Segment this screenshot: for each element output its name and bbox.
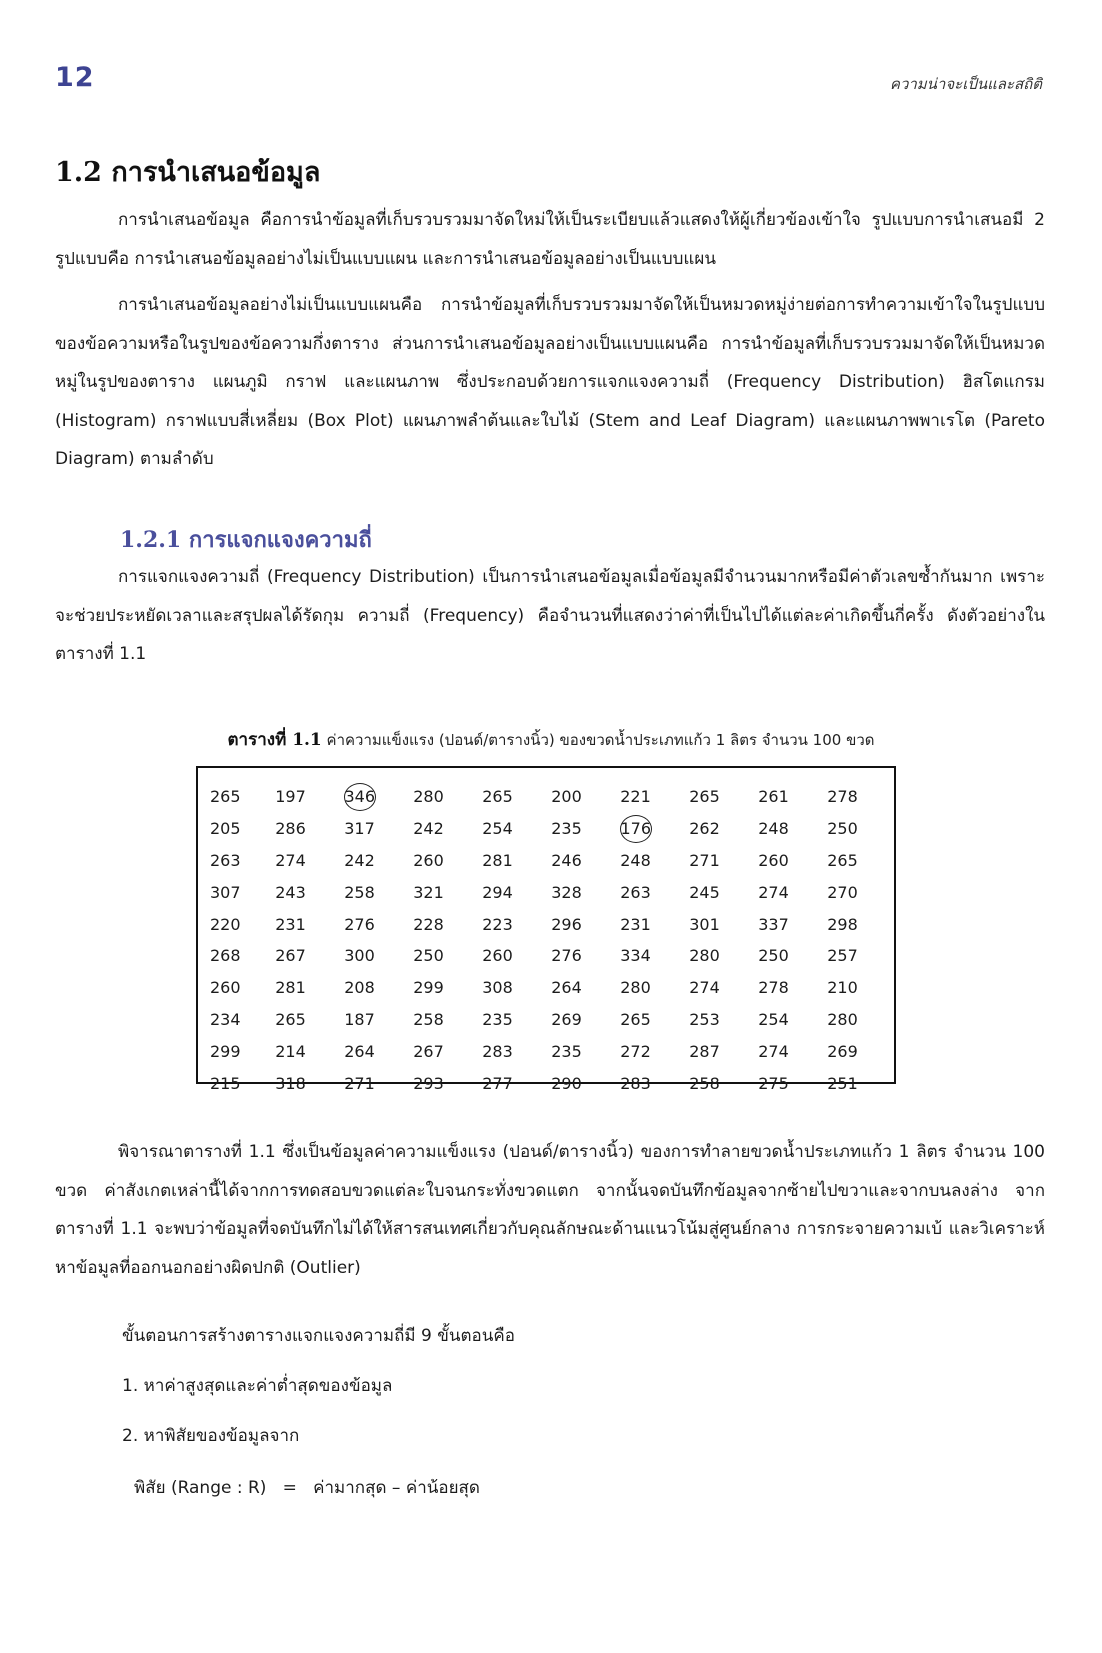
cell-value: 258 [413,1009,444,1029]
table-cell [256,908,325,940]
table-cell [463,1035,532,1067]
cell-value: 210 [827,978,858,998]
cell-value: 286 [275,819,306,839]
cell-value: 276 [551,946,582,966]
running-title: ความน่าจะเป็นและสถิติ [889,75,1042,93]
table-cell [394,845,463,877]
cell-value: 265 [482,787,513,807]
table-cell [739,1035,808,1067]
table-cell [206,908,256,940]
section-heading: 1.2 การนำเสนอข้อมูล [55,157,321,188]
cell-value: 248 [758,819,789,839]
table-cell [394,908,463,940]
cell-value: 205 [210,819,241,839]
table-cell [808,1004,877,1036]
cell-value: 300 [344,946,375,966]
table-row [206,845,877,877]
table-cell [808,908,877,940]
table-row [206,1067,877,1099]
cell-value: 280 [689,946,720,966]
cell-value: 251 [827,1073,858,1093]
table-cell [325,1035,394,1067]
table-cell [394,876,463,908]
cell-value: 260 [413,850,444,870]
table-cell [670,1004,739,1036]
cell-value: 261 [758,787,789,807]
table-cell [601,972,670,1004]
cell-value: 299 [413,978,444,998]
cell-value: 254 [758,1009,789,1029]
table-cell [739,972,808,1004]
cell-value: 267 [275,946,306,966]
cell-value: 272 [620,1041,651,1061]
cell-value: 208 [344,978,375,998]
table-cell [206,1067,256,1099]
table-cell [206,781,256,813]
cell-value: 215 [210,1073,241,1093]
table-cell [739,908,808,940]
table-row [206,781,877,813]
table-cell [325,1004,394,1036]
range-formula [134,1474,480,1501]
table-row [206,908,877,940]
cell-value: 274 [758,882,789,902]
cell-value: 301 [689,914,720,934]
table-cell [463,781,532,813]
table-cell [394,972,463,1004]
discussion-paragraph: พิจารณาตารางที่ 1.1 ซึ่งเป็นข้อมูลค่าความแข็งแรง (ปอนด์/ตารางนิ้ว) ของการทำลายขวดน้ำประเภทแก้ว 1 ลิตร จำนวน 100 ขวด ค่าสังเกตเหล่านี้ได้จากการทดสอบขวดแต่ละใบจนกระทั่งขวดแตก จากนั้นจดบันทึกข้อมูลจากซ้ายไปขวาและจากบนลงล่าง จากตารางที่ 1.1 จะพบว่าข้อมูลที่จดบันทึกไม่ได้ให้สารสนเทศเกี่ยวกับคุณลักษณะด้านแนวโน้มสู่ศูนย์กลาง การกระจายความเบ้ และวิเคราะห์หาข้อมูลที่ออกนอกอย่างผิดปกติ (Outlier) [55,1142,1045,1278]
table-caption [0,726,1102,753]
table-cell [463,813,532,845]
cell-value: 308 [482,978,513,998]
cell-value: 242 [344,850,375,870]
cell-value: 243 [275,882,306,902]
table-cell [670,813,739,845]
table-row [206,876,877,908]
table-cell [670,940,739,972]
cell-value: 260 [210,978,241,998]
cell-value: 271 [344,1073,375,1093]
cell-value: 250 [758,946,789,966]
table-row [206,1004,877,1036]
table-cell [670,845,739,877]
table-cell [739,1067,808,1099]
table-cell [463,908,532,940]
cell-value: 250 [413,946,444,966]
cell-value: 220 [210,914,241,934]
table-cell [463,876,532,908]
cell-value: 265 [275,1009,306,1029]
cell-value: 265 [827,850,858,870]
table-cell [325,1067,394,1099]
cell-value: 246 [551,850,582,870]
table-cell [394,940,463,972]
table-cell [463,845,532,877]
cell-value: 307 [210,882,241,902]
table-cell [256,781,325,813]
table-cell [808,876,877,908]
cell-value: 235 [551,1041,582,1061]
cell-value: 265 [620,1009,651,1029]
cell-value: 263 [620,882,651,902]
cell-value: 264 [551,978,582,998]
cell-value: 235 [482,1009,513,1029]
cell-value: 258 [689,1073,720,1093]
cell-value: 274 [275,850,306,870]
table-cell [808,972,877,1004]
cell-value: 276 [344,914,375,934]
table-cell [739,781,808,813]
table-cell [394,1004,463,1036]
cell-value: 280 [827,1009,858,1029]
table-cell [808,813,877,845]
cell-value: 318 [275,1073,306,1093]
subsection-heading: 1.2.1 การแจกแจงความถี่ [120,527,372,553]
cell-value: 328 [551,882,582,902]
table-cell [808,781,877,813]
table-cell [206,972,256,1004]
table-cell [601,781,670,813]
table-cell [601,813,670,845]
cell-value: 283 [482,1041,513,1061]
step-item-2: 2. หาพิสัยของข้อมูลจาก [122,1426,300,1446]
cell-value: 263 [210,850,241,870]
table-cell [325,876,394,908]
table-cell [463,972,532,1004]
table-cell [206,940,256,972]
cell-value: 269 [551,1009,582,1029]
circled-value: 176 [620,815,652,843]
cell-value: 268 [210,946,241,966]
table-cell [739,845,808,877]
table-cell [532,940,601,972]
table-cell [532,972,601,1004]
table-cell [601,940,670,972]
table-cell [325,940,394,972]
table-cell [601,845,670,877]
cell-value: 258 [344,882,375,902]
table-cell [670,876,739,908]
table-cell [532,908,601,940]
cell-value: 231 [620,914,651,934]
table-row [206,940,877,972]
cell-value: 281 [275,978,306,998]
cell-value: 296 [551,914,582,934]
table-cell [601,1035,670,1067]
table-cell [325,845,394,877]
cell-value: 231 [275,914,306,934]
cell-value: 242 [413,819,444,839]
cell-value: 287 [689,1041,720,1061]
cell-value: 277 [482,1073,513,1093]
table-cell [670,908,739,940]
cell-value: 265 [210,787,241,807]
table-cell [532,781,601,813]
table-cell [739,813,808,845]
cell-value: 317 [344,819,375,839]
table-cell [394,813,463,845]
cell-value: 234 [210,1009,241,1029]
cell-value: 267 [413,1041,444,1061]
table-cell [325,813,394,845]
step-item-1: 1. หาค่าสูงสุดและค่าต่ำสุดของข้อมูล [122,1376,393,1396]
table-cell [206,876,256,908]
cell-value: 197 [275,787,306,807]
table-cell [394,781,463,813]
cell-value: 298 [827,914,858,934]
table-cell [256,1035,325,1067]
table-cell [206,845,256,877]
cell-value: 270 [827,882,858,902]
table-cell [739,1004,808,1036]
cell-value: 228 [413,914,444,934]
data-table-frame [196,766,896,1093]
cell-value: 293 [413,1073,444,1093]
table-cell [206,813,256,845]
cell-value: 253 [689,1009,720,1029]
section-paragraph-2: การนำเสนอข้อมูลอย่างไม่เป็นแบบแผนคือ การนำข้อมูลที่เก็บรวบรวมมาจัดให้เป็นหมวดหมู่ง่ายต่อการทำความเข้าใจในรูปแบบของข้อความหรือในรูปของข้อความกึ่งตาราง ส่วนการนำเสนอข้อมูลอย่างเป็นแบบแผนคือ การนำข้อมูลที่เก็บรวบรวมมาจัดให้เป็นหมวดหมู่ในรูปของตาราง แผนภูมิ กราฟ และแผนภาพ ซึ่งประกอบด้วยการแจกแจงความถี่ (Frequency Distribution) ฮิสโตแกรม (Histogram) กราฟแบบสี่เหลี่ยม (Box Plot) แผนภาพลำต้นและใบไม้ (Stem and Leaf Diagram) และแผนภาพพาเรโต (Pareto Diagram) ตามลำดับ [55,295,1045,469]
table-cell [256,1067,325,1099]
table-cell [325,908,394,940]
table-cell [256,845,325,877]
cell-value: 223 [482,914,513,934]
steps-intro: ขั้นตอนการสร้างตารางแจกแจงความถี่มี 9 ขั้นตอนคือ [122,1326,515,1346]
cell-value: 221 [620,787,651,807]
cell-value: 250 [827,819,858,839]
table-cell [601,1067,670,1099]
cell-value: 269 [827,1041,858,1061]
table-cell [739,876,808,908]
table-caption-text: ค่าความแข็งแรง (ปอนด์/ตารางนิ้ว) ของขวดน้ำประเภทแก้ว 1 ลิตร จำนวน 100 ขวด [326,731,875,749]
table-cell [256,1004,325,1036]
table-cell [206,1004,256,1036]
cell-value: 271 [689,850,720,870]
table-cell [670,1067,739,1099]
table-cell [532,1035,601,1067]
cell-value: 280 [620,978,651,998]
table-cell [670,1035,739,1067]
cell-value: 265 [689,787,720,807]
cell-value: 187 [344,1009,375,1029]
table-cell [532,876,601,908]
cell-value: 294 [482,882,513,902]
table-row [206,813,877,845]
table-cell [808,1035,877,1067]
table-cell [325,972,394,1004]
cell-value: 278 [827,787,858,807]
cell-value: 235 [551,819,582,839]
formula-rhs: ค่ามากสุด – ค่าน้อยสุด [313,1478,480,1498]
table-cell [601,908,670,940]
page-number: 12 [55,62,95,93]
cell-value: 274 [689,978,720,998]
table-cell [739,940,808,972]
cell-value: 248 [620,850,651,870]
table-cell [463,940,532,972]
table-cell [532,813,601,845]
table-row [206,1035,877,1067]
table-cell [670,781,739,813]
table-cell [670,972,739,1004]
cell-value: 275 [758,1073,789,1093]
cell-value: 274 [758,1041,789,1061]
cell-value: 254 [482,819,513,839]
cell-value: 257 [827,946,858,966]
table-cell [532,1067,601,1099]
table-cell [808,1067,877,1099]
table-cell [808,845,877,877]
data-table [206,781,877,1099]
table-cell [256,940,325,972]
cell-value: 334 [620,946,651,966]
formula-lhs: พิสัย (Range : R) [134,1478,267,1498]
cell-value: 264 [344,1041,375,1061]
section-paragraph-1: การนำเสนอข้อมูล คือการนำข้อมูลที่เก็บรวบรวมมาจัดใหม่ให้เป็นระเบียบแล้วแสดงให้ผู้เกี่ยวข้องเข้าใจ รูปแบบการนำเสนอมี 2 รูปแบบคือ การนำเสนอข้อมูลอย่างไม่เป็นแบบแผน และการนำเสนอข้อมูลอย่างเป็นแบบแผน [55,210,1045,269]
table-cell [325,781,394,813]
cell-value: 214 [275,1041,306,1061]
table-cell [532,1004,601,1036]
table-cell [601,876,670,908]
table-cell [463,1067,532,1099]
table-cell [808,940,877,972]
cell-value: 283 [620,1073,651,1093]
cell-value: 262 [689,819,720,839]
cell-value: 260 [758,850,789,870]
table-cell [256,972,325,1004]
cell-value: 245 [689,882,720,902]
table-cell [206,1035,256,1067]
circled-value: 346 [344,783,376,811]
table-caption-label: ตารางที่ 1.1 [227,730,322,750]
cell-value: 280 [413,787,444,807]
cell-value: 299 [210,1041,241,1061]
table-cell [394,1035,463,1067]
subsection-paragraph: การแจกแจงความถี่ (Frequency Distribution) เป็นการนำเสนอข้อมูลเมื่อข้อมูลมีจำนวนมากหรือมีค่าตัวเลขซ้ำกันมาก เพราะจะช่วยประหยัดเวลาและสรุปผลได้รัดกุม ความถี่ (Frequency) คือจำนวนที่แสดงว่าค่าที่เป็นไปได้แต่ละค่าเกิดขึ้นกี่ครั้ง ดังตัวอย่างในตารางที่ 1.1 [55,567,1045,664]
table-cell [394,1067,463,1099]
cell-value: 278 [758,978,789,998]
table-row [206,972,877,1004]
cell-value: 200 [551,787,582,807]
cell-value: 260 [482,946,513,966]
table-cell [256,813,325,845]
cell-value: 290 [551,1073,582,1093]
cell-value: 281 [482,850,513,870]
cell-value: 337 [758,914,789,934]
table-cell [256,876,325,908]
formula-operator: = [282,1478,297,1498]
table-cell [601,1004,670,1036]
cell-value: 321 [413,882,444,902]
table-cell [463,1004,532,1036]
table-cell [532,845,601,877]
